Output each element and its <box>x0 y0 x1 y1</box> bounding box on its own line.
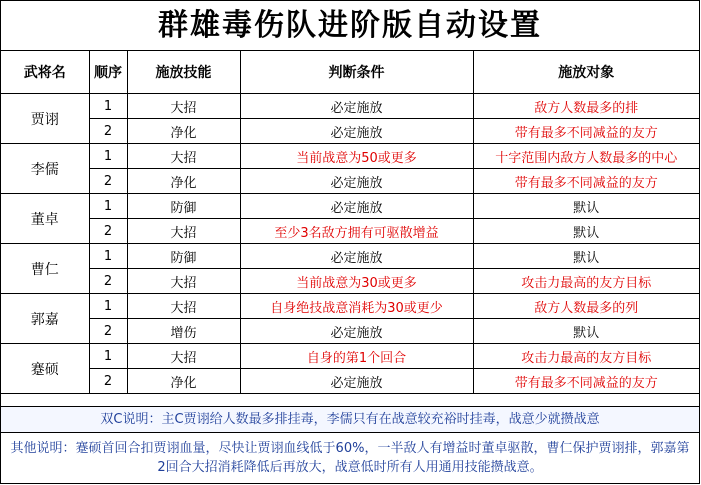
other-note: 其他说明：蹇硕首回合扣贾诩血量，尽快让贾诩血线低于60%，一半敌人有增益时董卓驱散，曹仁保护贾诩排，郭嘉第2回合大招消耗降低后再放大，战意低时所有人用通用技能攒战意。 <box>1 432 699 484</box>
target-cell: 攻击力最高的友方目标 <box>473 269 699 294</box>
skill-cell: 大招 <box>127 269 240 294</box>
table-row <box>1 194 699 219</box>
skill-cell: 净化 <box>127 119 240 144</box>
condition-cell: 必定施放 <box>240 119 473 144</box>
double-c-note: 双C说明：主C贾诩给人数最多排挂毒，李儒只有在战意较充裕时挂毒，战意少就攒战意 <box>1 406 699 432</box>
condition-cell: 必定施放 <box>240 194 473 219</box>
table-row <box>1 119 699 144</box>
header-order: 顺序 <box>89 51 127 94</box>
condition-cell: 必定施放 <box>240 319 473 344</box>
header-skill: 施放技能 <box>127 51 240 94</box>
order-cell: 2 <box>89 219 127 244</box>
table-row <box>1 319 699 344</box>
general-name: 贾诩 <box>1 94 89 144</box>
table-row <box>1 94 699 119</box>
target-cell: 敌方人数最多的排 <box>473 94 699 119</box>
condition-cell: 自身的第1个回合 <box>240 344 473 369</box>
table-row <box>1 169 699 194</box>
general-name: 李儒 <box>1 144 89 194</box>
skill-cell: 大招 <box>127 294 240 319</box>
skill-cell: 大招 <box>127 144 240 169</box>
target-cell: 十字范围内敌方人数最多的中心 <box>473 144 699 169</box>
header-row <box>1 51 699 94</box>
condition-cell: 当前战意为50或更多 <box>240 144 473 169</box>
skill-cell: 防御 <box>127 244 240 269</box>
sheet-title: 群雄毒伤队进阶版自动设置 <box>1 1 699 51</box>
target-cell: 带有最多不同减益的友方 <box>473 119 699 144</box>
skill-cell: 净化 <box>127 169 240 194</box>
skill-cell: 净化 <box>127 369 240 394</box>
header-condition: 判断条件 <box>240 51 473 94</box>
header-target: 施放对象 <box>473 51 699 94</box>
order-cell: 2 <box>89 319 127 344</box>
table-row <box>1 144 699 169</box>
order-cell: 2 <box>89 119 127 144</box>
order-cell: 2 <box>89 169 127 194</box>
table-row <box>1 294 699 319</box>
target-cell: 带有最多不同减益的友方 <box>473 169 699 194</box>
skill-cell: 大招 <box>127 219 240 244</box>
target-cell: 默认 <box>473 219 699 244</box>
condition-cell: 必定施放 <box>240 169 473 194</box>
order-cell: 1 <box>89 194 127 219</box>
target-cell: 带有最多不同减益的友方 <box>473 369 699 394</box>
table-row <box>1 344 699 369</box>
general-name: 董卓 <box>1 194 89 244</box>
general-name: 曹仁 <box>1 244 89 294</box>
table-row <box>1 244 699 269</box>
order-cell: 1 <box>89 344 127 369</box>
target-cell: 攻击力最高的友方目标 <box>473 344 699 369</box>
target-cell: 默认 <box>473 244 699 269</box>
settings-table <box>1 51 699 394</box>
condition-cell: 自身绝技战意消耗为30或更少 <box>240 294 473 319</box>
skill-cell: 大招 <box>127 94 240 119</box>
order-cell: 1 <box>89 294 127 319</box>
condition-cell: 必定施放 <box>240 94 473 119</box>
order-cell: 1 <box>89 94 127 119</box>
order-cell: 2 <box>89 369 127 394</box>
skill-cell: 增伤 <box>127 319 240 344</box>
target-cell: 默认 <box>473 319 699 344</box>
table-row <box>1 369 699 394</box>
skill-cell: 大招 <box>127 344 240 369</box>
target-cell: 敌方人数最多的列 <box>473 294 699 319</box>
general-name: 郭嘉 <box>1 294 89 344</box>
table-row <box>1 219 699 244</box>
condition-cell: 必定施放 <box>240 369 473 394</box>
header-general-name: 武将名 <box>1 51 89 94</box>
order-cell: 2 <box>89 269 127 294</box>
condition-cell: 必定施放 <box>240 244 473 269</box>
skill-cell: 防御 <box>127 194 240 219</box>
condition-cell: 至少3名敌方拥有可驱散增益 <box>240 219 473 244</box>
condition-cell: 当前战意为30或更多 <box>240 269 473 294</box>
general-name: 蹇硕 <box>1 344 89 394</box>
table-row <box>1 269 699 294</box>
target-cell: 默认 <box>473 194 699 219</box>
order-cell: 1 <box>89 244 127 269</box>
order-cell: 1 <box>89 144 127 169</box>
